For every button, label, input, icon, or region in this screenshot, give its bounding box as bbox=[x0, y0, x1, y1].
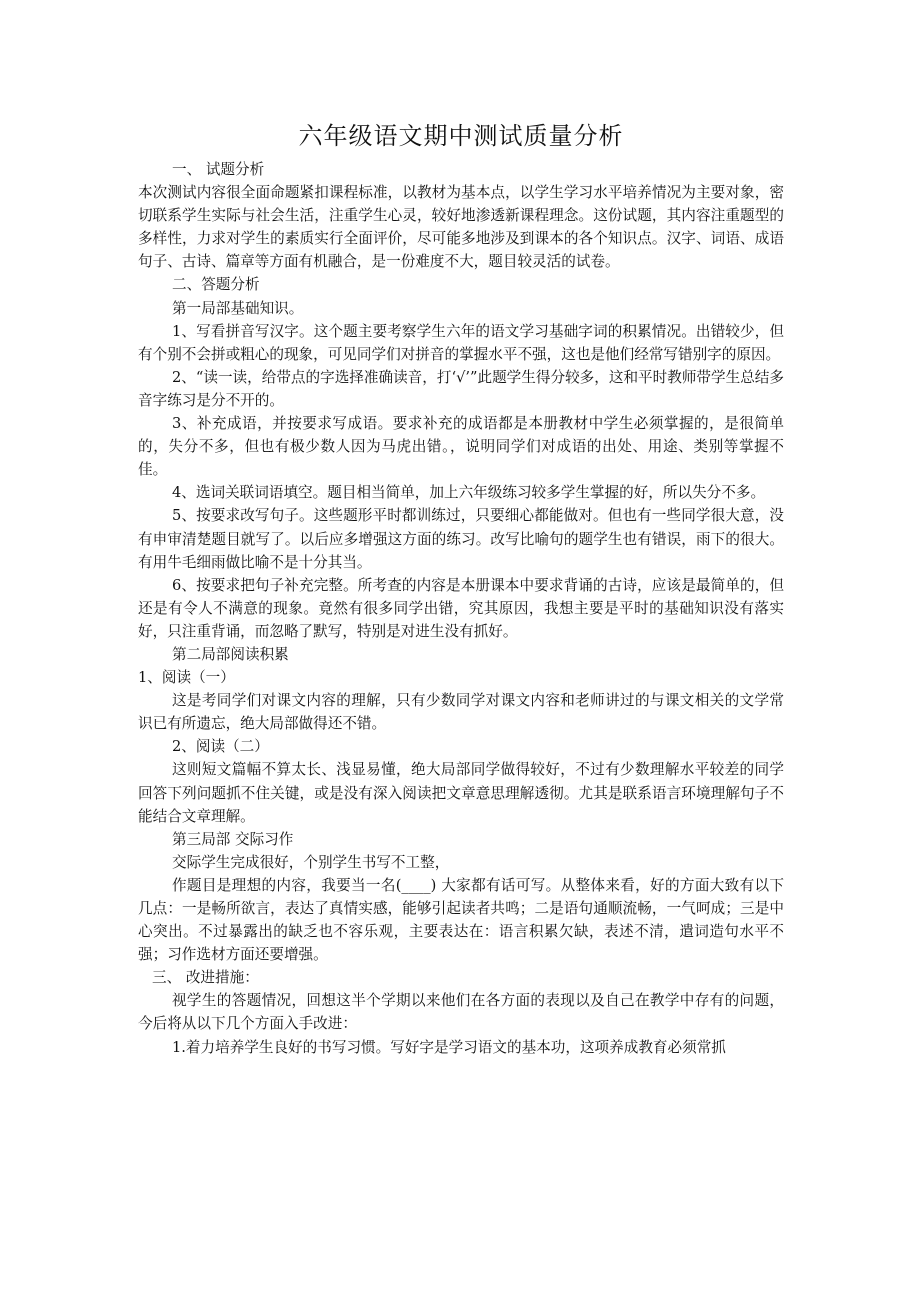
paragraph: 2、“读一读，给带点的字选择准确读音，打‘√’”此题学生得分较多，这和平时教师带学生总结多音字练习是分不开的。 bbox=[138, 368, 784, 409]
paragraph: 1、阅读（一） bbox=[138, 669, 235, 687]
document-body bbox=[138, 158, 784, 1059]
paragraph: 3、补充成语，并按要求写成语。要求补充的成语都是本册教材中学生必须掌握的，是很简单的，失分不多，但也有极少数人因为马虎出错。，说明同学们对成语的出处、用途、类别等掌握不佳。 bbox=[138, 415, 784, 479]
paragraph: 一、 试题分析 bbox=[172, 161, 265, 178]
paragraph: 视学生的答题情况，回想这半个学期以来他们在各方面的表现以及自己在教学中存有的问题，今后将从以下几个方面入手改进： bbox=[138, 992, 784, 1033]
paragraph: 5、按要求改写句子。这些题形平时都训练过，只要细心都能做对。但也有一些同学很大意，没有申审清楚题目就写了。以后应多增强这方面的练习。改写比喻句的题学生也有错误，雨下的很大。有用牛毛细雨做比喻不是十分其当。 bbox=[138, 507, 784, 571]
paragraph: 6、按要求把句子补充完整。所考查的内容是本册课本中要求背诵的古诗，应该是最简单的，但还是有令人不满意的现象。竟然有很多同学出错，究其原因，我想主要是平时的基础知识没有落实好，只注重背诵，而忽略了默写，特别是对进生没有抓好。 bbox=[138, 576, 784, 640]
paragraph: 第三局部 交际习作 bbox=[172, 830, 294, 848]
paragraph: 二、答题分析 bbox=[172, 276, 260, 294]
document-page bbox=[138, 118, 784, 1059]
paragraph: 作题目是理想的内容，我要当一名(____) 大家都有话可写。从整体来看，好的方面大致有以下几点：一是畅所欲言，表达了真情实感，能够引起读者共鸣；二是语句通顺流畅，一气呵成；三是中心突出。不过暴露出的缺乏也不容乐观，主要表达在：语言积累欠缺，表述不清，遣词造句水平不强；习作选材方面还要增强。 bbox=[138, 876, 784, 964]
paragraph: 这则短文篇幅不算太长、浅显易懂，绝大局部同学做得较好，不过有少数理解水平较差的同学回答下列问题抓不住关键，或是没有深入阅读把文章意思理解透彻。尤其是联系语言环境理解句子不能结合文章理解。 bbox=[138, 761, 784, 825]
paragraph: 4、选词关联词语填空。题目相当简单，加上六年级练习较多学生掌握的好，所以失分不多。 bbox=[172, 484, 766, 502]
paragraph: 交际学生完成很好，个别学生书写不工整， bbox=[172, 853, 450, 871]
paragraph: 三、 改进措施： bbox=[152, 969, 259, 987]
paragraph: 1.着力培养学生良好的书写习惯。写好字是学习语文的基本功，这项养成教育必须常抓 bbox=[172, 1038, 726, 1056]
document-title: 六年级语文期中测试质量分析 bbox=[298, 122, 624, 150]
paragraph: 第一局部基础知识。 bbox=[172, 299, 304, 317]
paragraph: 1、写看拼音写汉字。这个题主要考察学生六年的语文学习基础字词的积累情况。出错较少，但有个别不会拼或粗心的现象，可见同学们对拼音的掌握水平不强，这也是他们经常写错别字的原因。 bbox=[138, 322, 784, 363]
paragraph: 本次测试内容很全面命题紧扣课程标准，以教材为基本点，以学生学习水平培养情况为主要对象，密切联系学生实际与社会生活，注重学生心灵，较好地渗透新课程理念。这份试题，其内容注重题型的多样性，力求对学生的素质实行全面评价，尽可能多地涉及到课本的各个知识点。汉字、词语、成语句子、古诗、篇章等方面有机融合，是一份难度不大，题目较灵活的试卷。 bbox=[138, 184, 784, 271]
paragraph: 第二局部阅读积累 bbox=[172, 645, 289, 663]
paragraph: 这是考同学们对课文内容的理解，只有少数同学对课文内容和老师讲过的与课文相关的文学常识已有所遗忘，绝大局部做得还不错。 bbox=[138, 692, 784, 733]
paragraph: 2、阅读（二） bbox=[172, 738, 269, 756]
